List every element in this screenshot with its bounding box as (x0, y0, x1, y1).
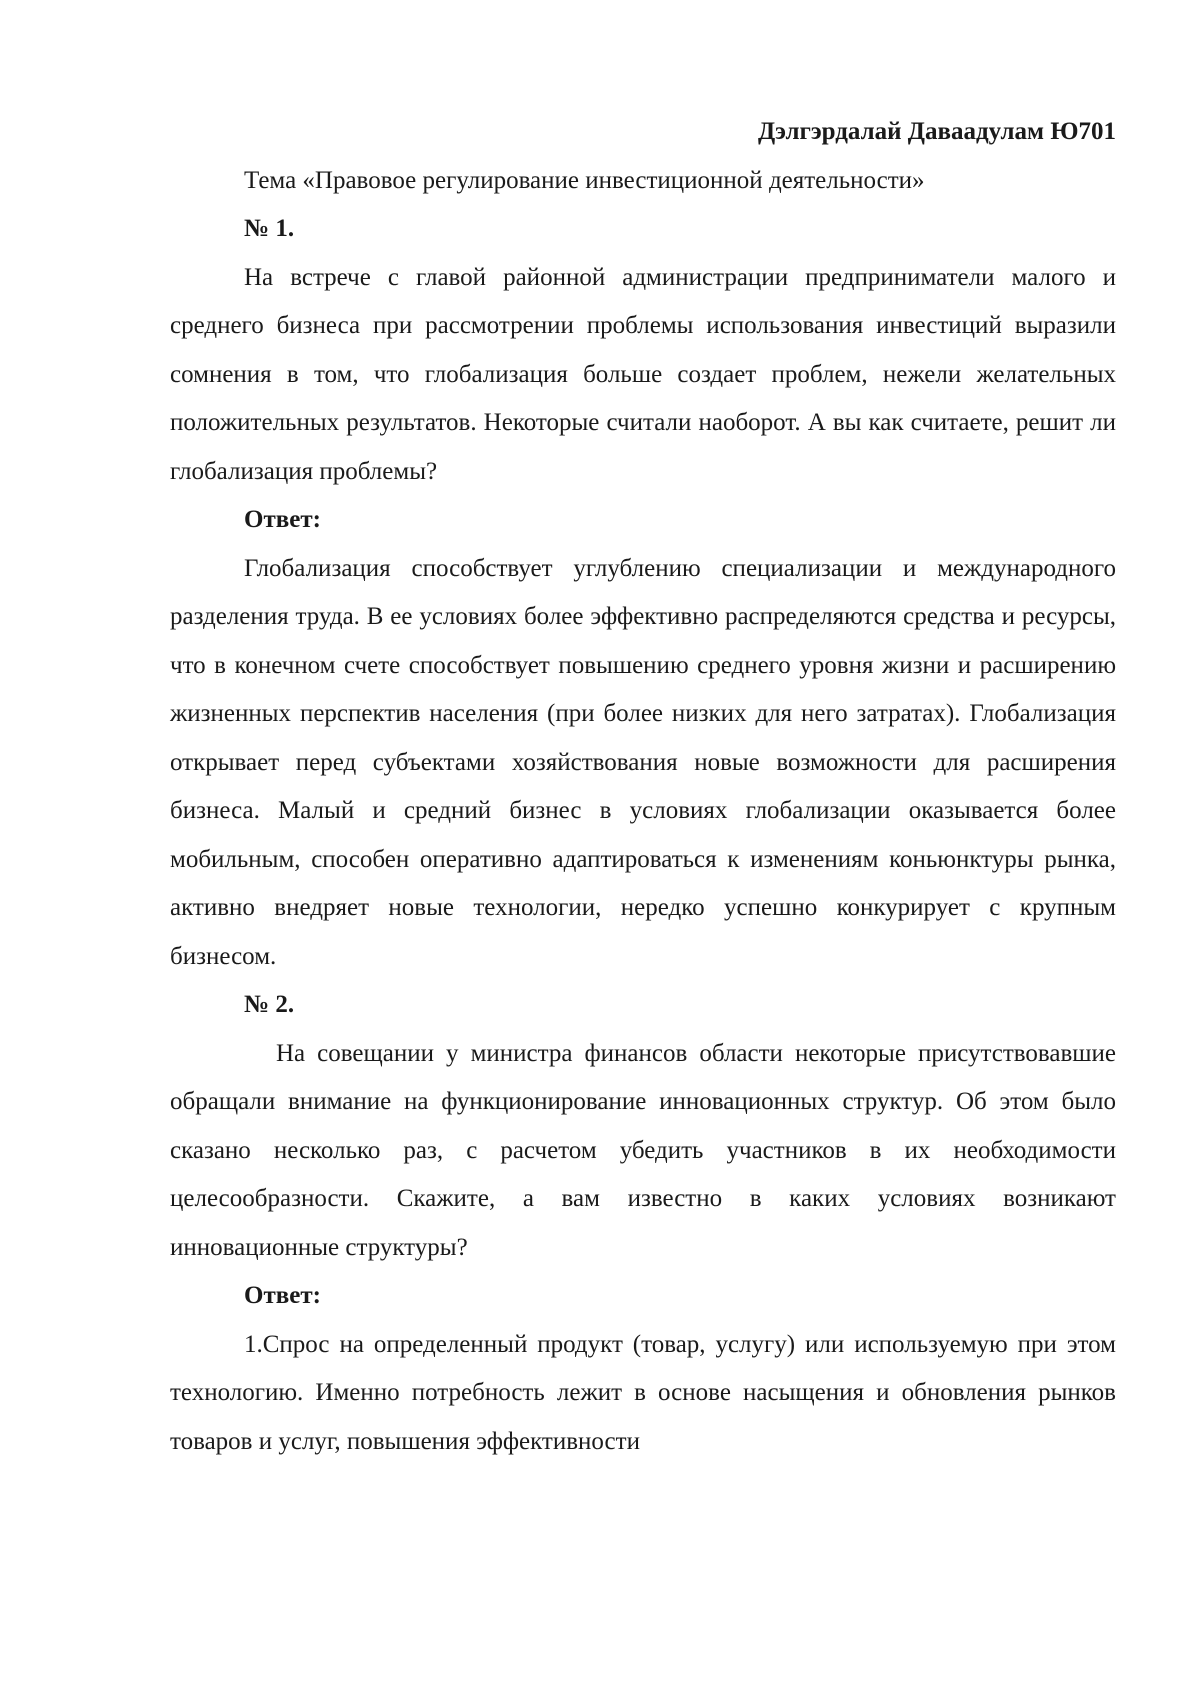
task-2-number: № 2. (244, 991, 295, 1018)
task-1-question: На встрече с главой районной администрации предприниматели малого и среднего бизнеса при рассмотрении проблемы использования инвестиций выразили сомнения в том, что глобализация больше создает проблем, нежели желательных положительных результатов. Некоторые считали наоборот. А вы как считаете, решит ли глобализация проблемы? (170, 263, 1116, 485)
task-2-question: На совещании у министра финансов области некоторые присутствовавшие обращали внимание на функционирование инновационных структур. Об этом было сказано несколько раз, с расчетом убедить участников в их необходимости целесообразности. Скажите, а вам известно в каких условиях возникают инновационные структуры? (170, 1039, 1116, 1261)
task-2-answer: 1.Спрос на определенный продукт (товар, услугу) или используемую при этом технологию. Именно потребность лежит в основе насыщения и обновления рынков товаров и услуг, повышения эффективности (170, 1330, 1116, 1455)
author-line: Дэлгэрдалай Даваадулам Ю701 (757, 118, 1116, 145)
task-1-answer-label: Ответ: (244, 506, 321, 533)
task-1-number: № 1. (244, 215, 295, 242)
document-page (170, 108, 1116, 1466)
task-1-answer: Глобализация способствует углублению специализации и международного разделения труда. В ее условиях более эффективно распределяются средства и ресурсы, что в конечном счете способствует повышению среднего уровня жизни и расширению жизненных перспектив населения (при более низких для него затратах). Глобализация открывает перед субъектами хозяйствования новые возможности для расширения бизнеса. Малый и средний бизнес в условиях глобализации оказывается более мобильным, способен оперативно адаптироваться к изменениям коньюнктуры рынка, активно внедряет новые технологии, нередко успешно конкурирует с крупным бизнесом. (170, 554, 1116, 970)
task-2-answer-label: Ответ: (244, 1282, 321, 1309)
topic-line: Тема «Правовое регулирование инвестиционной деятельности» (244, 166, 925, 194)
